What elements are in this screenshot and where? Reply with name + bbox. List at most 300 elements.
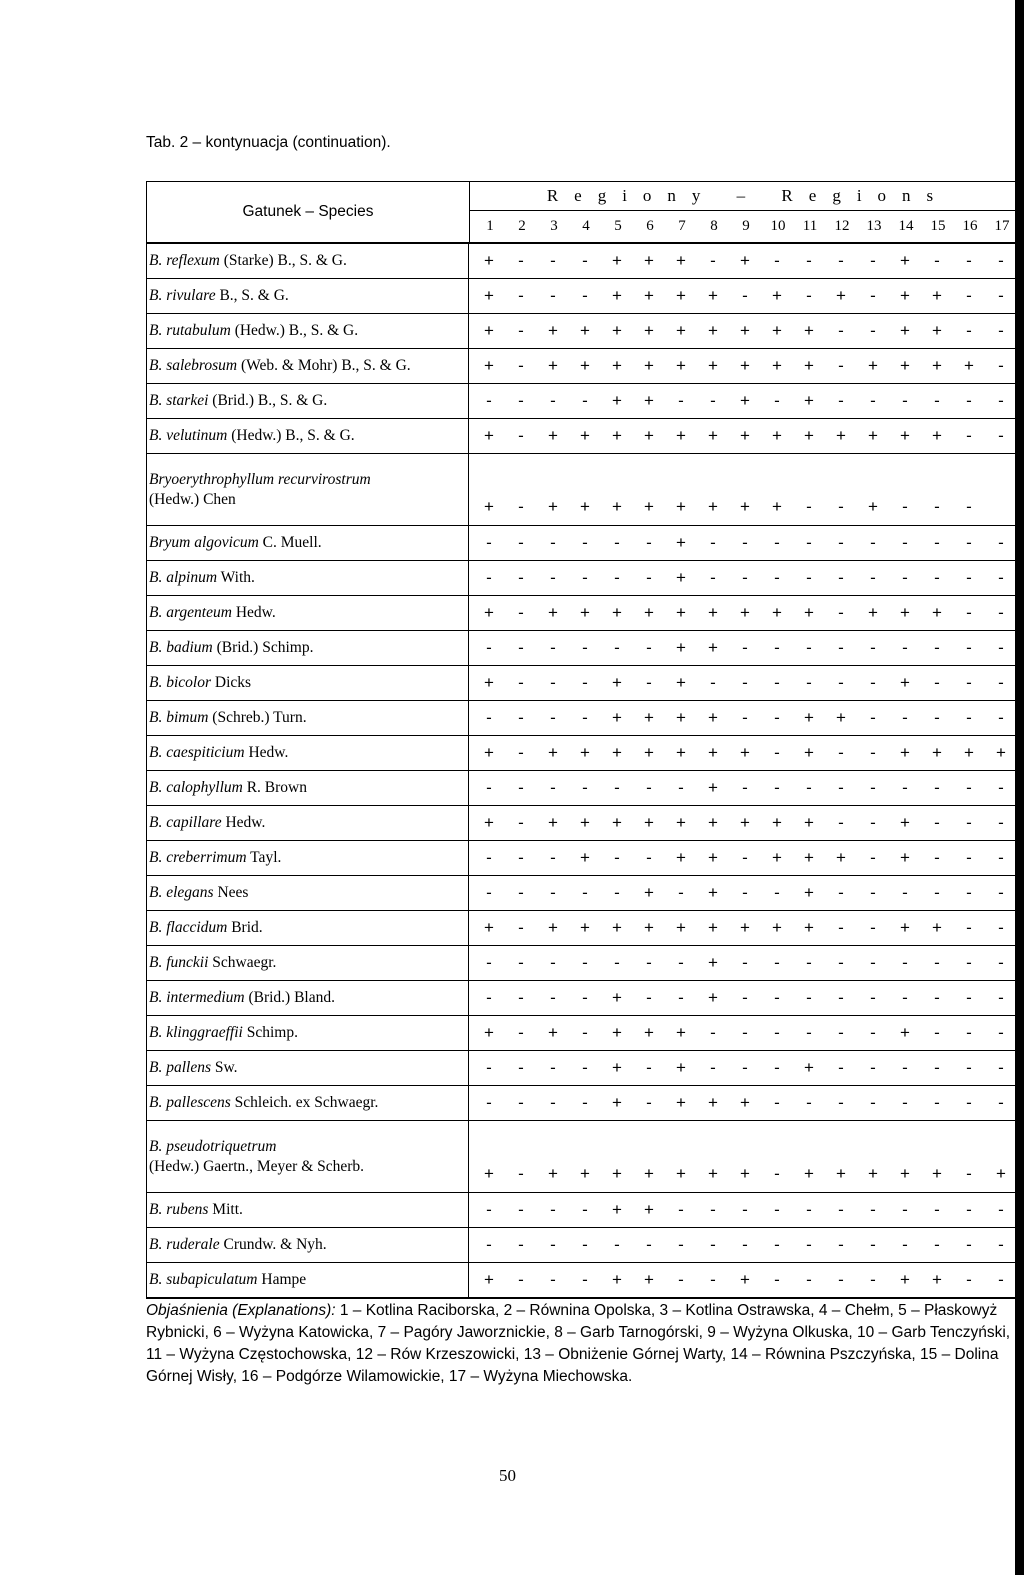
presence-mark: - — [486, 1235, 492, 1254]
presence-mark: - — [646, 533, 652, 552]
presence-mark: - — [518, 251, 524, 270]
presence-mark: - — [646, 1058, 652, 1077]
species-column-header: Gatunek – Species — [147, 182, 470, 242]
presence-mark: + — [708, 497, 718, 516]
presence-mark: + — [868, 497, 878, 516]
presence-marks — [469, 981, 1017, 1015]
species-name — [147, 981, 469, 1015]
presence-mark: - — [518, 848, 524, 867]
presence-mark: - — [550, 286, 556, 305]
presence-mark: - — [902, 638, 908, 657]
presence-mark: + — [708, 778, 718, 797]
presence-mark: - — [902, 778, 908, 797]
presence-mark: + — [676, 813, 686, 832]
presence-mark: + — [740, 743, 750, 762]
presence-mark: - — [870, 251, 876, 270]
species-name — [147, 561, 469, 595]
species-genus: B. badium — [149, 639, 213, 656]
presence-mark: - — [966, 391, 972, 410]
presence-mark: - — [998, 321, 1004, 340]
presence-mark: - — [998, 883, 1004, 902]
presence-mark: + — [804, 708, 814, 727]
presence-mark: - — [550, 988, 556, 1007]
presence-mark: + — [964, 743, 974, 762]
presence-mark: - — [902, 708, 908, 727]
table-row — [147, 806, 1016, 841]
presence-mark: - — [486, 1058, 492, 1077]
presence-mark: + — [612, 1058, 622, 1077]
presence-mark: - — [966, 953, 972, 972]
presence-mark: - — [806, 497, 812, 516]
presence-mark: + — [580, 497, 590, 516]
presence-marks — [469, 771, 1017, 805]
presence-mark: - — [902, 1235, 908, 1254]
presence-mark: - — [966, 1093, 972, 1112]
presence-mark: + — [644, 918, 654, 937]
table-row — [147, 1121, 1016, 1193]
presence-mark: + — [484, 603, 494, 622]
presence-mark: - — [518, 1093, 524, 1112]
presence-marks — [469, 666, 1017, 700]
presence-mark: + — [900, 251, 910, 270]
presence-mark: - — [486, 778, 492, 797]
presence-mark: - — [582, 638, 588, 657]
presence-mark: + — [644, 391, 654, 410]
region-number: 11 — [802, 218, 818, 234]
presence-mark: + — [644, 813, 654, 832]
presence-mark: - — [870, 1200, 876, 1219]
presence-mark: + — [612, 251, 622, 270]
species-table — [146, 181, 1016, 1299]
species-author: Tayl. — [246, 849, 282, 866]
presence-mark: - — [486, 568, 492, 587]
species-name — [147, 279, 469, 313]
presence-mark: + — [644, 356, 654, 375]
presence-mark: - — [998, 708, 1004, 727]
presence-marks — [469, 1193, 1017, 1227]
presence-mark: - — [838, 1270, 844, 1289]
presence-mark: + — [580, 1164, 590, 1183]
presence-mark: - — [742, 883, 748, 902]
presence-mark: + — [644, 1200, 654, 1219]
species-genus: B. caespiticium — [149, 744, 245, 761]
presence-mark: - — [870, 1058, 876, 1077]
presence-mark: - — [774, 391, 780, 410]
presence-mark: - — [870, 918, 876, 937]
presence-mark: - — [742, 708, 748, 727]
presence-mark: + — [676, 286, 686, 305]
presence-mark: - — [742, 1023, 748, 1042]
presence-mark: - — [582, 778, 588, 797]
presence-mark: - — [774, 778, 780, 797]
presence-mark: + — [676, 918, 686, 937]
presence-mark: - — [582, 883, 588, 902]
presence-mark: - — [838, 953, 844, 972]
presence-mark: - — [998, 286, 1004, 305]
presence-marks — [469, 349, 1017, 383]
presence-mark: - — [518, 497, 524, 516]
presence-mark: - — [870, 988, 876, 1007]
species-name — [147, 454, 469, 525]
presence-mark: + — [612, 1164, 622, 1183]
presence-mark: + — [996, 743, 1006, 762]
presence-mark: + — [932, 918, 942, 937]
presence-mark: + — [676, 1164, 686, 1183]
presence-mark: + — [676, 497, 686, 516]
presence-mark: - — [806, 673, 812, 692]
presence-mark: + — [548, 356, 558, 375]
presence-mark: - — [518, 568, 524, 587]
presence-mark: + — [580, 813, 590, 832]
presence-mark: - — [614, 533, 620, 552]
presence-mark: + — [708, 813, 718, 832]
presence-mark: + — [804, 743, 814, 762]
species-author: (Hedw.) B., S. & G. — [227, 427, 355, 444]
presence-mark: - — [870, 953, 876, 972]
presence-mark: - — [998, 1270, 1004, 1289]
regions-column-header — [470, 182, 1016, 242]
presence-mark: - — [966, 1200, 972, 1219]
presence-marks — [469, 841, 1017, 875]
presence-mark: - — [870, 1270, 876, 1289]
presence-mark: - — [486, 988, 492, 1007]
presence-mark: - — [966, 533, 972, 552]
presence-mark: + — [900, 286, 910, 305]
species-name — [147, 1263, 469, 1297]
presence-mark: - — [774, 1023, 780, 1042]
presence-mark: + — [740, 813, 750, 832]
presence-mark: - — [550, 1093, 556, 1112]
presence-mark: + — [900, 918, 910, 937]
presence-mark: - — [998, 673, 1004, 692]
species-name — [147, 876, 469, 910]
presence-mark: - — [518, 1235, 524, 1254]
presence-mark: + — [484, 813, 494, 832]
table-row — [147, 736, 1016, 771]
presence-mark: - — [998, 778, 1004, 797]
presence-mark: + — [612, 321, 622, 340]
presence-mark: + — [484, 321, 494, 340]
table-row — [147, 876, 1016, 911]
presence-mark: - — [518, 743, 524, 762]
presence-mark: + — [932, 1164, 942, 1183]
species-name — [147, 596, 469, 630]
presence-mark: + — [708, 426, 718, 445]
presence-mark: + — [676, 638, 686, 657]
presence-mark: - — [550, 778, 556, 797]
presence-mark: + — [804, 426, 814, 445]
presence-mark: + — [708, 603, 718, 622]
presence-mark: + — [804, 848, 814, 867]
presence-mark: - — [838, 778, 844, 797]
species-genus: B. rubens — [149, 1201, 209, 1218]
presence-mark: - — [614, 778, 620, 797]
presence-mark: - — [934, 883, 940, 902]
presence-mark: - — [774, 568, 780, 587]
presence-mark: - — [710, 391, 716, 410]
presence-mark: + — [484, 1023, 494, 1042]
presence-mark: - — [902, 953, 908, 972]
region-number: 16 — [962, 218, 978, 234]
presence-mark: - — [870, 743, 876, 762]
presence-mark: - — [518, 708, 524, 727]
presence-mark: + — [676, 673, 686, 692]
presence-mark: - — [806, 778, 812, 797]
species-name — [147, 419, 469, 453]
presence-mark: - — [966, 883, 972, 902]
presence-marks — [469, 631, 1017, 665]
presence-mark: + — [932, 286, 942, 305]
presence-mark: + — [708, 1164, 718, 1183]
presence-mark: - — [934, 1023, 940, 1042]
presence-mark: + — [900, 743, 910, 762]
presence-mark: - — [518, 778, 524, 797]
presence-mark: + — [900, 426, 910, 445]
presence-mark: - — [678, 1200, 684, 1219]
species-author: Dicks — [211, 674, 252, 691]
species-name — [147, 736, 469, 770]
region-number: 4 — [582, 218, 590, 234]
presence-mark: - — [966, 988, 972, 1007]
presence-mark: + — [676, 356, 686, 375]
presence-mark: + — [676, 321, 686, 340]
presence-mark: - — [614, 883, 620, 902]
presence-mark: + — [612, 1200, 622, 1219]
presence-mark: - — [806, 1200, 812, 1219]
presence-mark: - — [966, 813, 972, 832]
presence-mark: + — [740, 1270, 750, 1289]
species-name — [147, 841, 469, 875]
species-name — [147, 1121, 469, 1192]
species-author: (Hedw.) Gaertn., Meyer & Scherb. — [149, 1157, 365, 1175]
presence-mark: - — [934, 1058, 940, 1077]
presence-mark: - — [934, 1200, 940, 1219]
presence-mark: - — [582, 251, 588, 270]
presence-mark: - — [934, 391, 940, 410]
presence-mark: + — [612, 426, 622, 445]
presence-mark: + — [580, 356, 590, 375]
presence-mark: - — [902, 1093, 908, 1112]
presence-mark: + — [548, 321, 558, 340]
presence-mark: - — [966, 918, 972, 937]
presence-marks — [469, 384, 1017, 418]
explanations-text: 1 – Kotlina Raciborska, 2 – Równina Opolska, 3 – Kotlina Ostrawska, 4 – Chełm, 5 – Płaskowyż Rybnicki, 6 – Wyżyna Katowicka, 7 – Pagóry Jaworznickie, 8 – Garb Tarnogórski, 9 – Wyżyna Olkuska, 10 – Garb Tenczyński, 11 – Wyżyna Częstochowska, 12 – Rów Krzeszowicki, 13 – Obniżenie Górnej Warty, 14 – Równina Pszczyńska, 15 – Dolina Górnej Wisły, 16 – Podgórze Wilamowickie, 17 – Wyżyna Miechowska. — [146, 1302, 1011, 1385]
species-genus: B. pallens — [149, 1059, 211, 1076]
presence-mark: - — [518, 1058, 524, 1077]
presence-mark: + — [644, 1023, 654, 1042]
species-genus: B. rutabulum — [149, 322, 231, 339]
presence-mark: + — [676, 603, 686, 622]
presence-mark: - — [486, 1200, 492, 1219]
presence-mark: + — [932, 321, 942, 340]
table-row — [147, 981, 1016, 1016]
presence-mark: - — [838, 883, 844, 902]
presence-mark: - — [486, 533, 492, 552]
presence-mark: - — [998, 391, 1004, 410]
presence-mark: - — [742, 533, 748, 552]
presence-mark: - — [806, 568, 812, 587]
presence-mark: - — [710, 533, 716, 552]
presence-marks — [469, 736, 1017, 770]
presence-mark: - — [518, 638, 524, 657]
presence-mark: + — [868, 1164, 878, 1183]
region-number: 12 — [834, 218, 850, 234]
presence-mark: - — [966, 1023, 972, 1042]
presence-mark: + — [484, 743, 494, 762]
species-genus: B. salebrosum — [149, 357, 238, 374]
presence-mark: + — [740, 1164, 750, 1183]
presence-mark: - — [774, 533, 780, 552]
presence-mark: - — [934, 813, 940, 832]
region-number: 5 — [614, 218, 622, 234]
species-author: Hampe — [257, 1271, 307, 1288]
presence-mark: - — [774, 883, 780, 902]
presence-mark: + — [676, 1058, 686, 1077]
presence-mark: - — [646, 848, 652, 867]
species-author: (Brid.) Bland. — [244, 989, 335, 1006]
presence-mark: - — [710, 251, 716, 270]
presence-mark: + — [644, 321, 654, 340]
table-caption: Tab. 2 – kontynuacja (continuation). — [146, 134, 391, 151]
presence-mark: - — [998, 251, 1004, 270]
presence-mark: + — [612, 603, 622, 622]
species-genus: B. pallescens — [149, 1094, 231, 1111]
presence-mark: + — [740, 603, 750, 622]
presence-mark: + — [484, 1270, 494, 1289]
presence-mark: + — [484, 426, 494, 445]
presence-mark: + — [804, 391, 814, 410]
species-name — [147, 1086, 469, 1120]
region-number: 13 — [866, 218, 882, 234]
presence-marks — [469, 1086, 1017, 1120]
presence-mark: + — [548, 743, 558, 762]
species-author: (Hedw.) B., S. & G. — [230, 322, 359, 339]
species-genus: B. rivulare — [149, 287, 216, 304]
presence-mark: - — [838, 356, 844, 375]
presence-mark: - — [646, 1093, 652, 1112]
presence-mark: - — [838, 251, 844, 270]
presence-mark: - — [550, 568, 556, 587]
region-number: 6 — [646, 218, 654, 234]
presence-mark: - — [614, 1235, 620, 1254]
presence-mark: - — [518, 1270, 524, 1289]
presence-mark: + — [740, 426, 750, 445]
table-row — [147, 1193, 1016, 1228]
presence-mark: - — [966, 638, 972, 657]
presence-mark: + — [740, 1093, 750, 1112]
presence-mark: - — [774, 673, 780, 692]
presence-mark: - — [550, 1058, 556, 1077]
presence-mark: - — [838, 743, 844, 762]
presence-mark: + — [868, 603, 878, 622]
presence-mark: + — [996, 1164, 1006, 1183]
presence-mark: - — [550, 848, 556, 867]
region-number: 17 — [994, 218, 1010, 234]
presence-mark: - — [870, 848, 876, 867]
presence-mark: - — [998, 988, 1004, 1007]
presence-mark: - — [774, 708, 780, 727]
presence-mark: - — [838, 918, 844, 937]
table-row — [147, 349, 1016, 384]
presence-mark: - — [838, 1023, 844, 1042]
presence-mark: + — [900, 603, 910, 622]
species-author: Nees — [213, 884, 249, 901]
page-number: 50 — [499, 1466, 516, 1485]
presence-mark: - — [934, 673, 940, 692]
presence-mark: + — [708, 321, 718, 340]
presence-mark: + — [772, 848, 782, 867]
presence-mark: - — [838, 391, 844, 410]
species-genus: B. velutinum — [149, 427, 228, 444]
presence-mark: + — [676, 533, 686, 552]
table-row — [147, 1228, 1016, 1263]
species-author: Hedw. — [231, 604, 276, 621]
presence-mark: - — [934, 533, 940, 552]
region-number: 10 — [770, 218, 786, 234]
presence-mark: + — [804, 813, 814, 832]
presence-mark: + — [740, 918, 750, 937]
presence-mark: + — [580, 848, 590, 867]
presence-mark: - — [902, 1200, 908, 1219]
presence-mark: + — [708, 1093, 718, 1112]
presence-mark: - — [582, 391, 588, 410]
presence-mark: - — [742, 568, 748, 587]
species-author: (Starke) B., S. & G. — [219, 252, 347, 269]
species-name — [147, 1228, 469, 1262]
presence-marks — [469, 911, 1017, 945]
species-author: Sw. — [211, 1059, 238, 1076]
presence-mark: + — [708, 918, 718, 937]
presence-mark: + — [644, 743, 654, 762]
table-row — [147, 454, 1016, 526]
presence-mark: - — [838, 497, 844, 516]
presence-mark: + — [740, 391, 750, 410]
presence-mark: - — [806, 251, 812, 270]
species-genus: B. pseudotriquetrum — [149, 1137, 277, 1155]
presence-mark: - — [870, 568, 876, 587]
presence-mark: - — [838, 321, 844, 340]
presence-mark: + — [900, 848, 910, 867]
presence-mark: - — [966, 603, 972, 622]
table-row — [147, 631, 1016, 666]
presence-mark: - — [518, 533, 524, 552]
presence-mark: - — [902, 497, 908, 516]
presence-mark: + — [772, 286, 782, 305]
presence-mark: + — [612, 356, 622, 375]
species-genus: B. starkei — [149, 392, 209, 409]
presence-mark: - — [742, 778, 748, 797]
presence-mark: + — [932, 1270, 942, 1289]
presence-mark: - — [902, 391, 908, 410]
species-author: (Brid.) Schimp. — [212, 639, 314, 656]
table-row — [147, 666, 1016, 701]
presence-mark: + — [644, 1164, 654, 1183]
presence-marks — [469, 561, 1017, 595]
presence-mark: + — [772, 321, 782, 340]
presence-mark: - — [902, 568, 908, 587]
presence-mark: - — [966, 568, 972, 587]
presence-mark: - — [550, 533, 556, 552]
presence-marks — [469, 1016, 1017, 1050]
presence-mark: - — [998, 356, 1004, 375]
presence-mark: + — [804, 1164, 814, 1183]
presence-mark: - — [646, 778, 652, 797]
presence-mark: + — [612, 918, 622, 937]
presence-mark: - — [614, 638, 620, 657]
presence-mark: + — [548, 1023, 558, 1042]
presence-mark: + — [804, 883, 814, 902]
presence-mark: + — [644, 708, 654, 727]
